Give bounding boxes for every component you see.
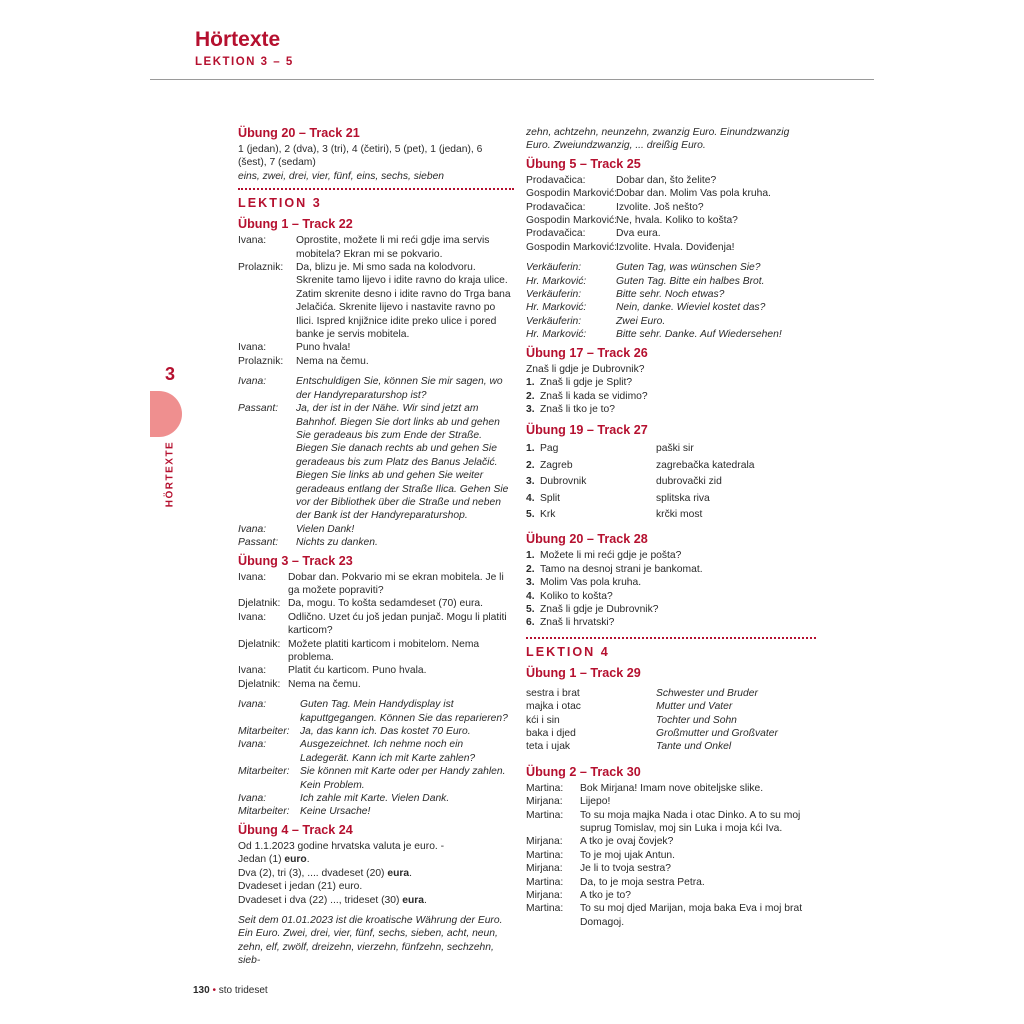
list-item: 1. Možete li mi reći gdje je pošta? [526,550,682,562]
list-item: 6. Znaš li hrvatski? [526,617,615,629]
utterance: Odlično. Uzet ću još jedan punjač. Mogu li platiti karticom? [288,611,507,637]
utterance: Ich zahle mit Karte. Vielen Dank. [300,793,450,805]
right-column [526,126,816,929]
speaker: Djelatnik: [238,638,281,650]
speaker: Ivana: [238,793,267,805]
speaker: Martina: [526,782,564,794]
utterance: Keine Ursache! [300,806,371,818]
list-item: sestra i brat [526,687,580,699]
utterance: A tko je ovaj čovjek? [580,836,674,848]
speaker: Martina: [526,876,564,888]
page-number: 130 [193,985,210,996]
text-line: 1 (jedan), 2 (dva), 3 (tri), 4 (četiri), 5 (pet), 1 (jedan), 6 [238,144,483,155]
speaker: Ivana: [238,665,267,677]
utterance: Dva eura. [616,228,661,240]
list-item-pair: dubrovački zid [656,476,722,488]
chapter-side-label: HÖRTEXTE [164,440,176,508]
utterance: Platit ću karticom. Puno hvala. [288,665,427,677]
list-item-pair: Tante und Onkel [656,741,732,753]
utterance: Izvolite. Hvala. Doviđenja! [616,241,735,253]
dotted-divider [526,637,816,639]
utterance: Ja, der ist in der Nähe. Wir sind jetzt am Bahnhof. Biegen Sie dort links ab und gehen Sie geradeaus bis zum Ende der Straße. Biegen Sie danach rechts ab und gehen Sie geradeaus bis zum Platz des Banus Jelačić. Biegen Sie links ab und gehen Sie weiter geradeaus entlang der Straße Ilica. Gehen Sie vor der Bibliothek über die Straße und neben der Bank ist der Handyreparaturshop. [296,403,509,522]
speaker: Prolaznik: [238,355,284,367]
exercise-title: Übung 20 – Track 28 [526,532,648,547]
speaker: Mirjana: [526,890,563,902]
translation-paragraph: Seit dem 01.01.2023 ist die kroatische Währung der Euro. Ein Euro. Zwei, drei, vier, fünf, sechs, sieben, acht, neun, zehn, elf, zwölf, dreizehn, vierzehn, fünfzehn, sechzehn, sieb- [238,914,503,967]
lesson-heading: LEKTION 3 [238,196,322,211]
exercise-title: Übung 19 – Track 27 [526,423,648,438]
text-line: (šest), 7 (sedam) [238,157,316,169]
pair-list [526,442,816,521]
utterance: Vielen Dank! [296,523,355,535]
speaker: Mirjana: [526,863,563,875]
speaker: Hr. Marković: [526,302,587,314]
utterance: Da, to je moja sestra Petra. [580,876,705,888]
utterance: Dobar dan. Pokvario mi se ekran mobitela. Je li ga možete popraviti? [288,571,504,596]
speaker: Mirjana: [526,796,563,808]
list-item-pair: Tochter und Sohn [656,714,737,726]
dialogue-croatian [238,571,514,692]
speaker: Ivana: [238,611,267,623]
page-footer [193,985,268,996]
utterance: Dobar dan. Molim Vas pola kruha. [616,188,771,200]
lesson-heading: LEKTION 4 [526,644,610,659]
dotted-divider [238,188,514,190]
list-item-pair: Schwester und Bruder [656,687,758,699]
numbered-list [526,549,816,629]
exercise-title: Übung 1 – Track 22 [238,217,353,232]
utterance: Sie können mit Karte oder per Handy zahlen. Kein Problem. [300,766,506,791]
utterance: Nein, danke. Wieviel kostet das? [616,302,766,314]
page-subtitle: LEKTION 3 – 5 [195,56,294,68]
speaker: Djelatnik: [238,678,281,690]
list-item: 5. Znaš li gdje je Dubrovnik? [526,603,659,615]
speaker: Ivana: [238,376,267,388]
utterance: Ne, hvala. Koliko to košta? [616,215,738,227]
speaker: Prodavačica: [526,228,586,240]
list-item: 3. Znaš li tko je to? [526,403,615,415]
list-item: 4. Koliko to košta? [526,590,613,602]
exercise-title: Übung 1 – Track 29 [526,665,641,680]
utterance: A tko je to? [580,890,631,902]
utterance: Guten Tag. Bitte ein halbes Brot. [616,275,765,287]
list-item: 2. Zagreb [526,459,573,471]
speaker: Hr. Marković: [526,275,587,287]
utterance: Puno hvala! [296,342,351,354]
list-item: majka i otac [526,701,581,713]
dialogue-german [238,698,514,819]
text-line: Dvadeset i dva (22) ..., trideset (30) eura. [238,894,427,906]
speaker: Gospodin Marković: [526,188,617,200]
speaker: Ivana: [238,739,267,751]
speaker: Passant: [238,403,279,415]
dialogue-croatian [238,234,514,368]
list-item: baka i djed [526,728,576,739]
list-item-pair: splitska riva [656,492,710,504]
list-item: 1. Pag [526,443,559,455]
speaker: Ivana: [238,523,267,535]
utterance: Oprostite, možete li mi reći gdje ima servis mobitela? Ekran mi se pokvario. [296,235,490,260]
list-item: teta i ujak [526,741,571,753]
list-item: 2. Znaš li kada se vidimo? [526,390,648,402]
utterance: To su moj djed Marijan, moja baka Eva i moj brat Domagoj. [580,903,803,928]
header-rule [150,79,874,80]
list-item: 3. Molim Vas pola kruha. [526,577,642,589]
speaker: Passant: [238,537,279,549]
left-column [238,126,514,968]
dialogue-croatian [526,174,816,254]
list-item: 1. Znaš li gdje je Split? [526,377,633,389]
utterance: Entschuldigen Sie, können Sie mir sagen, wo der Handyreparaturshop ist? [296,376,503,401]
speaker: Gospodin Marković: [526,241,617,253]
speaker: Verkäuferin: [526,289,582,301]
speaker: Verkäuferin: [526,262,582,274]
speaker: Hr. Marković: [526,329,587,341]
translation-paragraph: zehn, achtzehn, neunzehn, zwanzig Euro. Einundzwanzig Euro. Zweiundzwanzig, ... dreißig Euro. [526,127,790,152]
utterance: Lijepo! [580,796,611,808]
speaker: Mitarbeiter: [238,806,290,818]
speaker: Prodavačica: [526,201,586,213]
exercise-title: Übung 3 – Track 23 [238,553,353,568]
speaker: Verkäuferin: [526,315,582,327]
page-number-words: sto trideset [218,985,268,996]
utterance: Guten Tag, was wünschen Sie? [616,262,761,274]
exercise-title: Übung 5 – Track 25 [526,156,641,171]
footer-bullet: • [212,985,216,996]
translation-line: eins, zwei, drei, vier, fünf, eins, sechs, sieben [238,170,445,182]
pair-list [526,687,816,754]
utterance: Je li to tvoja sestra? [580,863,671,875]
exercise-title: Übung 2 – Track 30 [526,764,641,779]
exercise-title: Übung 20 – Track 21 [238,126,360,140]
exercise-title: Übung 4 – Track 24 [238,822,353,837]
utterance: Nichts zu danken. [296,537,378,549]
list-item: 4. Split [526,492,561,504]
list-item: 3. Dubrovnik [526,476,587,488]
list-item: kći i sin [526,714,560,726]
utterance: Nema na čemu. [288,678,361,690]
text-line: Dva (2), tri (3), .... dvadeset (20) eura. [238,867,412,879]
list-item-pair: Mutter und Vater [656,701,733,713]
speaker: Ivana: [238,571,267,583]
text-line: Znaš li gdje je Dubrovnik? [526,363,645,375]
text-line: Jedan (1) euro. [238,854,310,866]
dialogue-german [238,375,514,549]
utterance: Ausgezeichnet. Ich nehme noch ein Ladegerät. Kann ich mit Karte zahlen? [300,739,476,764]
exercise-title: Übung 17 – Track 26 [526,345,648,360]
speaker: Djelatnik: [238,598,281,610]
list-item: 2. Tamo na desnoj strani je bankomat. [526,563,703,575]
speaker: Mirjana: [526,836,563,848]
text-line: Dvadeset i jedan (21) euro. [238,881,363,893]
utterance: Da, blizu je. Mi smo sada na kolodvoru. Skrenite tamo lijevo i idite ravno do kraja ulice. Zatim skrenite desno i idite ravno do Trga bana Jelačića. Skrenite lijevo i nastavite ravno po Ilici. Ispred knjižnice idite preko ulice i pored banke je servis mobitela. [296,262,511,341]
utterance: Izvolite. Još nešto? [616,201,704,213]
utterance: Bok Mirjana! Imam nove obiteljske slike. [580,782,764,794]
utterance: Možete platiti karticom i mobitelom. Nema problema. [288,638,480,663]
utterance: Guten Tag. Mein Handydisplay ist kaputtgegangen. Können Sie das reparieren? [300,699,508,724]
list-item-pair: zagrebačka katedrala [656,459,755,471]
list-item: 5. Krk [526,508,556,520]
speaker: Prodavačica: [526,174,586,186]
speaker: Martina: [526,849,564,861]
utterance: Bitte sehr. Noch etwas? [616,289,725,301]
utterance: To je moj ujak Antun. [580,849,676,861]
text-line: Od 1.1.2023 godine hrvatska valuta je euro. - [238,840,445,852]
speaker: Ivana: [238,235,267,247]
list-item-pair: paški sir [656,443,694,455]
utterance: Ja, das kann ich. Das kostet 70 Euro. [300,726,471,738]
speaker: Mitarbeiter: [238,766,290,778]
list-item-pair: krčki most [656,508,703,520]
numbered-list [526,376,816,416]
speaker: Ivana: [238,699,267,711]
utterance: Da, mogu. To košta sedamdeset (70) eura. [288,598,483,610]
speaker: Martina: [526,903,564,915]
utterance: Zwei Euro. [616,315,666,327]
page-title: Hörtexte [195,28,281,51]
speaker: Mitarbeiter: [238,726,290,738]
utterance: Nema na čemu. [296,355,369,367]
dialogue-croatian [526,782,816,929]
utterance: To su moja majka Nada i otac Dinko. A to su moj suprug Tomislav, moj sin Luka i moja kći Iva. [580,809,801,835]
chapter-tab-marker [150,391,182,437]
utterance: Bitte sehr. Danke. Auf Wiedersehen! [616,329,782,341]
utterance: Dobar dan, što želite? [616,174,717,186]
chapter-number: 3 [165,364,176,384]
dialogue-german [526,261,816,341]
speaker: Ivana: [238,342,267,354]
speaker: Martina: [526,809,564,821]
speaker: Prolaznik: [238,262,284,274]
list-item-pair: Großmutter und Großvater [656,728,778,739]
speaker: Gospodin Marković: [526,215,617,227]
